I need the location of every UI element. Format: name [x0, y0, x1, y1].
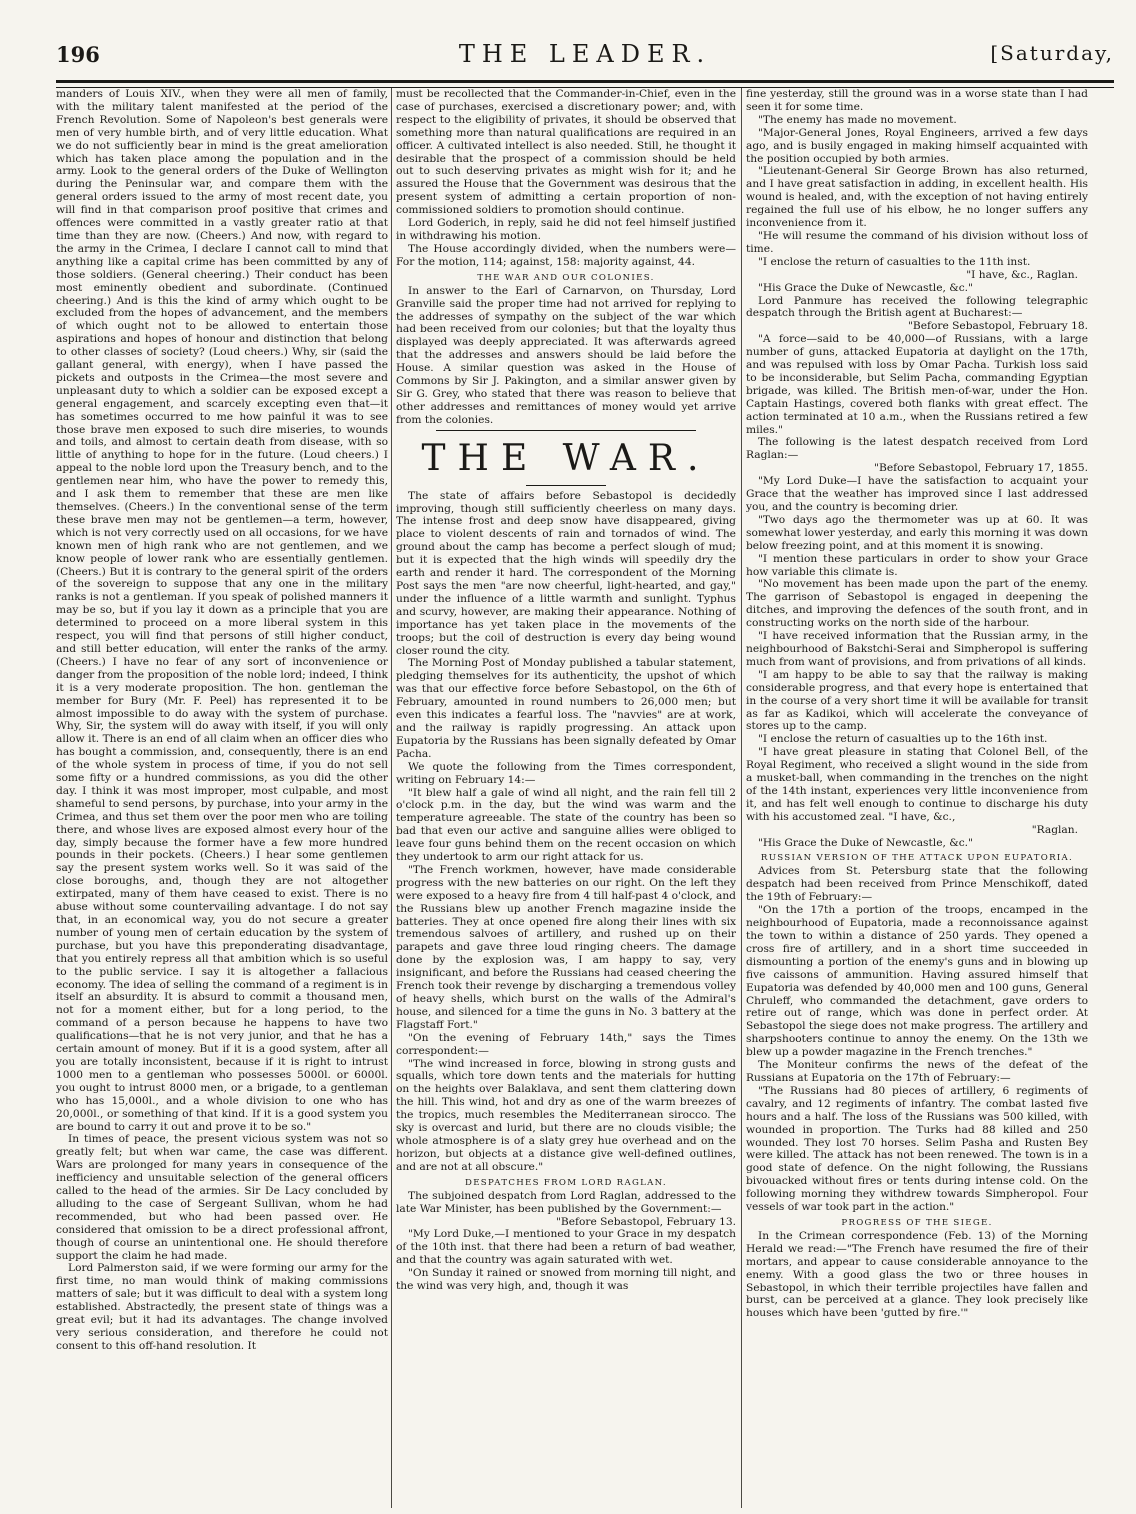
issue-day: [Saturday, [990, 41, 1114, 65]
paragraph: Lord Palmerston said, if we were forming our army for the first time, no man would think of making commissions matters of sale; but it was difficult to deal with a system long established. Abstractedly, the present state of things was a great evil; but it had its advantages. The change involved very serious consideration, and therefore he could not consent to this off-hand resolution. It [56, 1261, 388, 1352]
header-rule [56, 80, 1114, 88]
paragraph: The House accordingly divided, when the numbers were—For the motion, 114; against, 158: majority against, 44. [396, 241, 736, 268]
paragraph: Lord Goderich, in reply, said he did not feel himself justified in withdrawing his motion. [396, 216, 736, 242]
paragraph: In answer to the Earl of Carnarvon, on Thursday, Lord Granville said the proper time had not arrived for replying to the addresses of sympathy on the subject of the war which had been received from our colonies; but that the loyalty thus displayed was deeply appreciated. It was afterwards agreed that the addresses and answers should be laid before the House. A similar question was asked in the House of Commons by Sir J. Pakington, and a similar answer given by Sir G. Grey, who stated that there was reason to believe that other addresses and remittances of money would yet arrive from the colonies. [396, 283, 736, 426]
paragraph: fine yesterday, still the ground was in a worse state than I had seen it for some time. [746, 88, 1088, 113]
divider [436, 430, 696, 431]
paragraph: "The French workmen, however, have made considerable progress with the new batteries on our right. On the left they were exposed to a heavy fire from 4 till half-past 4 o'clock, and the Russians blew up another French magazine inside the batteries. They at once opened fire along their lines with six tremendous salvoes of artillery, and rushed up on their parapets and gave three loud ringing cheers. The damage done by the explosion was, I am happy to say, very insignificant, and before the Russians had ceased cheering the French took their revenge by discharging a tremendous volley of heavy shells, which burst on the walls of the Admiral's house, and silenced for a time the guns in No. 3 battery at the Flagstaff Fort." [396, 862, 736, 1031]
paragraph: Advices from St. Petersburg state that the following despatch had been received from Prince Menschikoff, dated the 19th of February:— [746, 864, 1088, 904]
dateline: "Before Sebastopol, February 18. [908, 319, 1088, 333]
masthead [56, 40, 1114, 80]
dateline: "Before Sebastopol, February 13. [556, 1214, 736, 1228]
column-divider [391, 88, 392, 1508]
paragraph: "On the 17th a portion of the troops, encamped in the neighbourhood of Eupatoria, made a reconnoissance against the town to within a distance of 250 yards. They opened a cross fire of artillery, and in a short time succeeded in dismounting a portion of the enemy's guns and in blowing up five caissons of ammunition. Having assured himself that Eupatoria was defended by 40,000 men and 100 guns, General Chruleff, who commanded the detachment, gave orders to retire out of range, which was done in perfect order. At Sebastopol the siege does not make progress. The artillery and sharpshooters continue to annoy the enemy. On the 13th we blew up a powder magazine in the French trenches." [746, 903, 1088, 1059]
paragraph: "His Grace the Duke of Newcastle, &c." [758, 835, 973, 849]
paragraph: "The wind increased in force, blowing in strong gusts and squalls, which tore down tents and the materials for hutting on the heights over Balaklava, and sent them clattering down the hill. This wind, hot and dry as one of the warm breezes of the tropics, much resembles the Mediterranean sirocco. The sky is overcast and lurid, but there are no clouds visible; the whole atmosphere is of a slaty grey hue overhead and on the horizon, but objects at a distance give well-defined outlines, and are not at all obscure." [396, 1056, 736, 1173]
signature: "Raglan. [1031, 822, 1078, 836]
paragraph: "I mention these particulars in order to show your Grace how variable this climate is. [746, 551, 1088, 578]
column-2 [396, 88, 736, 1508]
section-heading: DESPATCHES FROM LORD RAGLAN. [465, 1177, 667, 1188]
paragraph: "The Russians had 80 pieces of artillery, 6 regiments of cavalry, and 12 regiments of infantry. The combat lasted five hours and a half. The loss of the Russians was 500 killed, with wounded in proportion. The Turks had 88 killed and 250 wounded. They lost 70 horses. Selim Pasha and Rusten Bey were killed. The attack has not been renewed. The town is in a good state of defence. On the night following, the Russians bivouacked without fires or tents during intense cold. On the following morning they withdrew towards Simpheropol. Four vessels of war took part in the action." [746, 1083, 1088, 1214]
divider [526, 485, 606, 486]
signature: "I have, &c., Raglan. [966, 267, 1078, 281]
paragraph: "Two days ago the thermometer was up at 60. It was somewhat lower yesterday, and early this morning it was down below freezing point, and at this moment it is snowing. [746, 512, 1088, 552]
paragraph: The state of affairs before Sebastopol is decidedly improving, though still sufficiently cheerless on many days. The intense frost and deep snow have disappeared, giving place to violent descents of rain and tornados of wind. The ground about the camp has become a perfect slough of mud; but it is expected that the high winds will speedily dry the earth and render it hard. The correspondent of the Morning Post says the men "are now cheerful, light-hearted, and gay," under the influence of a little warmth and sunlight. Typhus and scurvy, however, are making their appearance. Nothing of importance has yet taken place in the movements of the troops; but the coil of destruction is every day being wound closer round the city. [396, 488, 736, 657]
paragraph: "His Grace the Duke of Newcastle, &c." [758, 280, 973, 294]
the-war-heading: THE WAR. [421, 437, 711, 479]
paragraph: Lord Panmure has received the following telegraphic despatch through the British agent at Bucharest:— [746, 293, 1088, 320]
paragraph: "I enclose the return of casualties up to the 16th inst. [758, 732, 1048, 746]
dateline: "Before Sebastopol, February 17, 1855. [874, 461, 1088, 475]
paragraph: "On Sunday it rained or snowed from morning till night, and the wind was very high, and, though it was [396, 1266, 736, 1293]
paragraph: "Lieutenant-General Sir George Brown has also returned, and I have great satisfaction in adding, in excellent health. His wound is healed, and, with the exception of not having entirely regained the full use of his elbow, he no longer suffers any inconvenience from it. [746, 164, 1088, 230]
paragraph: In the Crimean correspondence (Feb. 13) of the Morning Herald we read:—"The French have resumed the fire of their mortars, and appear to cause considerable annoyance to the enemy. With a good glass the two or three houses in Sebastopol, in which their terrible projectiles have fallen and burst, can be perceived at a glance. They look precisely like houses which have been 'gutted by fire.'" [746, 1228, 1088, 1320]
paragraph: manders of Louis XIV., when they were all men of family, with the military talent manifested at the period of the French Revolution. Some of Napoleon's best generals were men of very humble birth, and of very little education. What we do not sufficiently bear in mind is the great amelioration which has taken place among the population and in the army. Look to the general orders of the Duke of Wellington during the Peninsular war, and compare them with the general orders issued to the army of most recent date, you will find in that comparison proof positive that crimes and offences were committed in a vastly greater ratio at that time than they are now. (Cheers.) And now, with regard to the army in the Crimea, I declare I cannot call to mind that anything like a capital crime has been committed by any of those soldiers. (General cheering.) Their conduct has been most eminently obedient and subordinate. (Continued cheering.) And is this the kind of army which ought to be excluded from the hopes of advancement, and the members of which ought not to be allowed to entertain those aspirations and hopes of honour and distinction that belong to other classes of society? (Loud cheers.) Why, sir (said the gallant general, with energy), when I have passed the pickets and outposts in the Crimea—the most severe and unpleasant duty to which a soldier can be exposed except a general engagement, and scarcely excepting even that—it has sometimes occurred to me how painful it was to see those brave men exposed to such dire miseries, to wounds and toils, and almost to certain death from disease, with so little of anything to hope for in the future. (Loud cheers.) I appeal to the noble lord upon the Treasury bench, and to the gentlemen near him, who have the power to remedy this, and I ask them to remember that these are men like themselves. (Cheers.) In the conventional sense of the term these brave men may not be gentlemen—a term, however, which is not very correctly used on all occasions, for we have known men of high rank who are not gentlemen, and we know people of lower rank who are essentially gentlemen. (Cheers.) But it is contrary to the general spirit of the orders of the sovereign to suppose that any one in the military ranks is not a gentleman. If you speak of polished manners it may be so, but if you lay it down as a principle that you are determined to proceed on a more liberal system in this respect, you will find that persons of still higher conduct, and still better education, will enter the ranks of the army. (Cheers.) I have no fear of any sort of inconvenience or danger from the proposition of the noble lord; indeed, I think it is a very moderate proposition. The hon. gentleman the member for Bury (Mr. F. Peel) has represented it to be almost impossible to do away with the system of purchase. Why, Sir, the system will do away with itself, if you will only allow it. There is an end of all claim when an officer dies who has bought a commission, and, consequently, there is an end of the whole system in process of time, if you do not sell some fifty or a hundred commissions, as you did the other day. I think it was most improper, most culpable, and most shameful to send persons, by purchase, into your army in the Crimea, and thus set them over the poor men who are toiling there, and whose lives are exposed almost every hour of the day, simply because the former have a few more hundred pounds in their pockets. (Cheers.) I hear some gentlemen say the present system works well. So it was said of the close boroughs, and, though they are not altogether extirpated, many of them have ceased to exist. There is no abuse without some countervailing advantage. I do not say that, in an economical way, you do not secure a greater number of young men of certain education by the system of purchase, but you have this preponderating disadvantage, that you entirely repress all that ambition which is so useful to the public service. I say it is altogether a fallacious economy. The idea of selling the command of a regiment is in itself an absurdity. It is absurd to commit a thousand men, not for a moment either, but for a long period, to the command of a person because he happens to have two qualifications—that he is not very junior, and that he has a certain amount of money. But if it is a good system, after all you are totally inconsistent, because if it is right to intrust 1000 men to a gentleman who possesses 5000l. or 6000l. you ought to intrust 8000 men, or a brigade, to a gentleman who has 15,000l., and a whole division to one who has 20,000l., or something of that kind. If it is a good system you are bound to carry it out and prove it to be so." [56, 88, 388, 1133]
paragraph: "The enemy has made no movement. [758, 112, 957, 126]
column-3 [746, 88, 1088, 1508]
paragraph: "I enclose the return of casualties to the 11th inst. [758, 254, 1031, 268]
paragraph: "My Lord Duke—I have the satisfaction to acquaint your Grace that the weather has improved since I last addressed you, and the country is becoming drier. [746, 474, 1088, 513]
paragraph: "No movement has been made upon the part of the enemy. The garrison of Sebastopol is engaged in deepening the ditches, and improving the defences of the south front, and in constructing works on the north side of the harbour. [746, 577, 1088, 630]
paragraph: "I have received information that the Russian army, in the neighbourhood of Bakstchi-Serai and Simpheropol is suffering much from want of provisions, and from privations of all kinds. [746, 629, 1088, 668]
paragraph: "He will resume the command of his division without loss of time. [746, 228, 1088, 255]
paragraph: In times of peace, the present vicious system was not so greatly felt; but when war came, the case was different. Wars are prolonged for many years in consequence of the inefficiency and unsuitable selection of the general officers called to the head of the armies. Sir De Lacy concluded by alluding to the case of Sergeant Sullivan, whom he had recommended, but who had been passed over. He considered that omission to be a direct professional affront, though of course an unintentional one. He should therefore support the claim he had made. [56, 1132, 388, 1262]
page-number: 196 [56, 42, 100, 67]
paragraph: "Major-General Jones, Royal Engineers, arrived a few days ago, and is busily engaged in making himself acquainted with the position occupied by both armies. [746, 125, 1088, 165]
section-heading: PROGRESS OF THE SIEGE. [841, 1217, 993, 1228]
section-heading: RUSSIAN VERSION OF THE ATTACK UPON EUPATORIA. [760, 853, 1074, 864]
paragraph: The Morning Post of Monday published a tabular statement, pledging themselves for its authenticity, the upshot of which was that our effective force before Sebastopol, on the 6th of February, amounted in round numbers to 26,000 men; but even this indicates a fearful loss. The "navvies" are at work, and the railway is rapidly progressing. An attack upon Eupatoria by the Russians has been signally defeated by Omar Pacha. [396, 656, 736, 760]
paragraph: The following is the latest despatch received from Lord Raglan:— [746, 435, 1088, 462]
paragraph: "My Lord Duke,—I mentioned to your Grace in my despatch of the 10th inst. that there had been a return of bad weather, and that the country was again saturated with wet. [396, 1227, 736, 1267]
paragraph: "It blew half a gale of wind all night, and the rain fell till 2 o'clock p.m. in the day, but the wind was warm and the temperature agreeable. The state of the country has been so bad that even our active and sanguine allies were obliged to leave four guns behind them on the recent occasion on which they undertook to arm our right attack for us. [396, 785, 736, 864]
paragraph: "I am happy to be able to say that the railway is making considerable progress, and that every hope is entertained that in the course of a very short time it will be available for transit as far as Kadikoi, which will accelerate the conveyance of stores up to the camp. [746, 667, 1088, 733]
paragraph: "I have great pleasure in stating that Colonel Bell, of the Royal Regiment, who received a slight wound in the side from a musket-ball, when commanding in the trenches on the night of the 14th instant, experiences very little inconvenience from it, and has felt well enough to continue to discharge his duty with his accustomed zeal. "I have, &c., [746, 745, 1088, 823]
paragraph: The subjoined despatch from Lord Raglan, addressed to the late War Minister, has been published by the Government:— [396, 1188, 736, 1215]
paragraph: must be recollected that the Commander-in-Chief, even in the case of purchases, exercised a discretionary power; and, with respect to the eligibility of privates, it should be observed that something more than natural qualifications are required in an officer. A cultivated intellect is also needed. Still, he thought it desirable that the prospect of a commission should be held out to such deserving privates as might wish for it; and he assured the House that the Government was desirous that the present system of admitting a certain proportion of non-commissioned soldiers to promotion should continue. [396, 88, 736, 217]
paragraph: We quote the following from the Times correspondent, writing on February 14:— [396, 759, 736, 786]
newspaper-title: THE LEADER. [458, 40, 712, 68]
paragraph: The Moniteur confirms the news of the defeat of the Russians at Eupatoria on the 17th of February:— [746, 1058, 1088, 1084]
column-1 [56, 88, 388, 1508]
section-heading: THE WAR AND OUR COLONIES. [477, 272, 655, 283]
paragraph: "A force—said to be 40,000—of Russians, with a large number of guns, attacked Eupatoria at daylight on the 17th, and was repulsed with loss by Omar Pacha. Turkish loss said to be inconsiderable, but Selim Pacha, commanding Egyptian brigade, was killed. The British men-of-war, under the Hon. Captain Hastings, covered both flanks with great effect. The action terminated at 10 a.m., when the Russians retired a few miles." [746, 332, 1088, 436]
column-divider [741, 88, 742, 1508]
paragraph: "On the evening of February 14th," says the Times correspondent:— [396, 1030, 736, 1057]
